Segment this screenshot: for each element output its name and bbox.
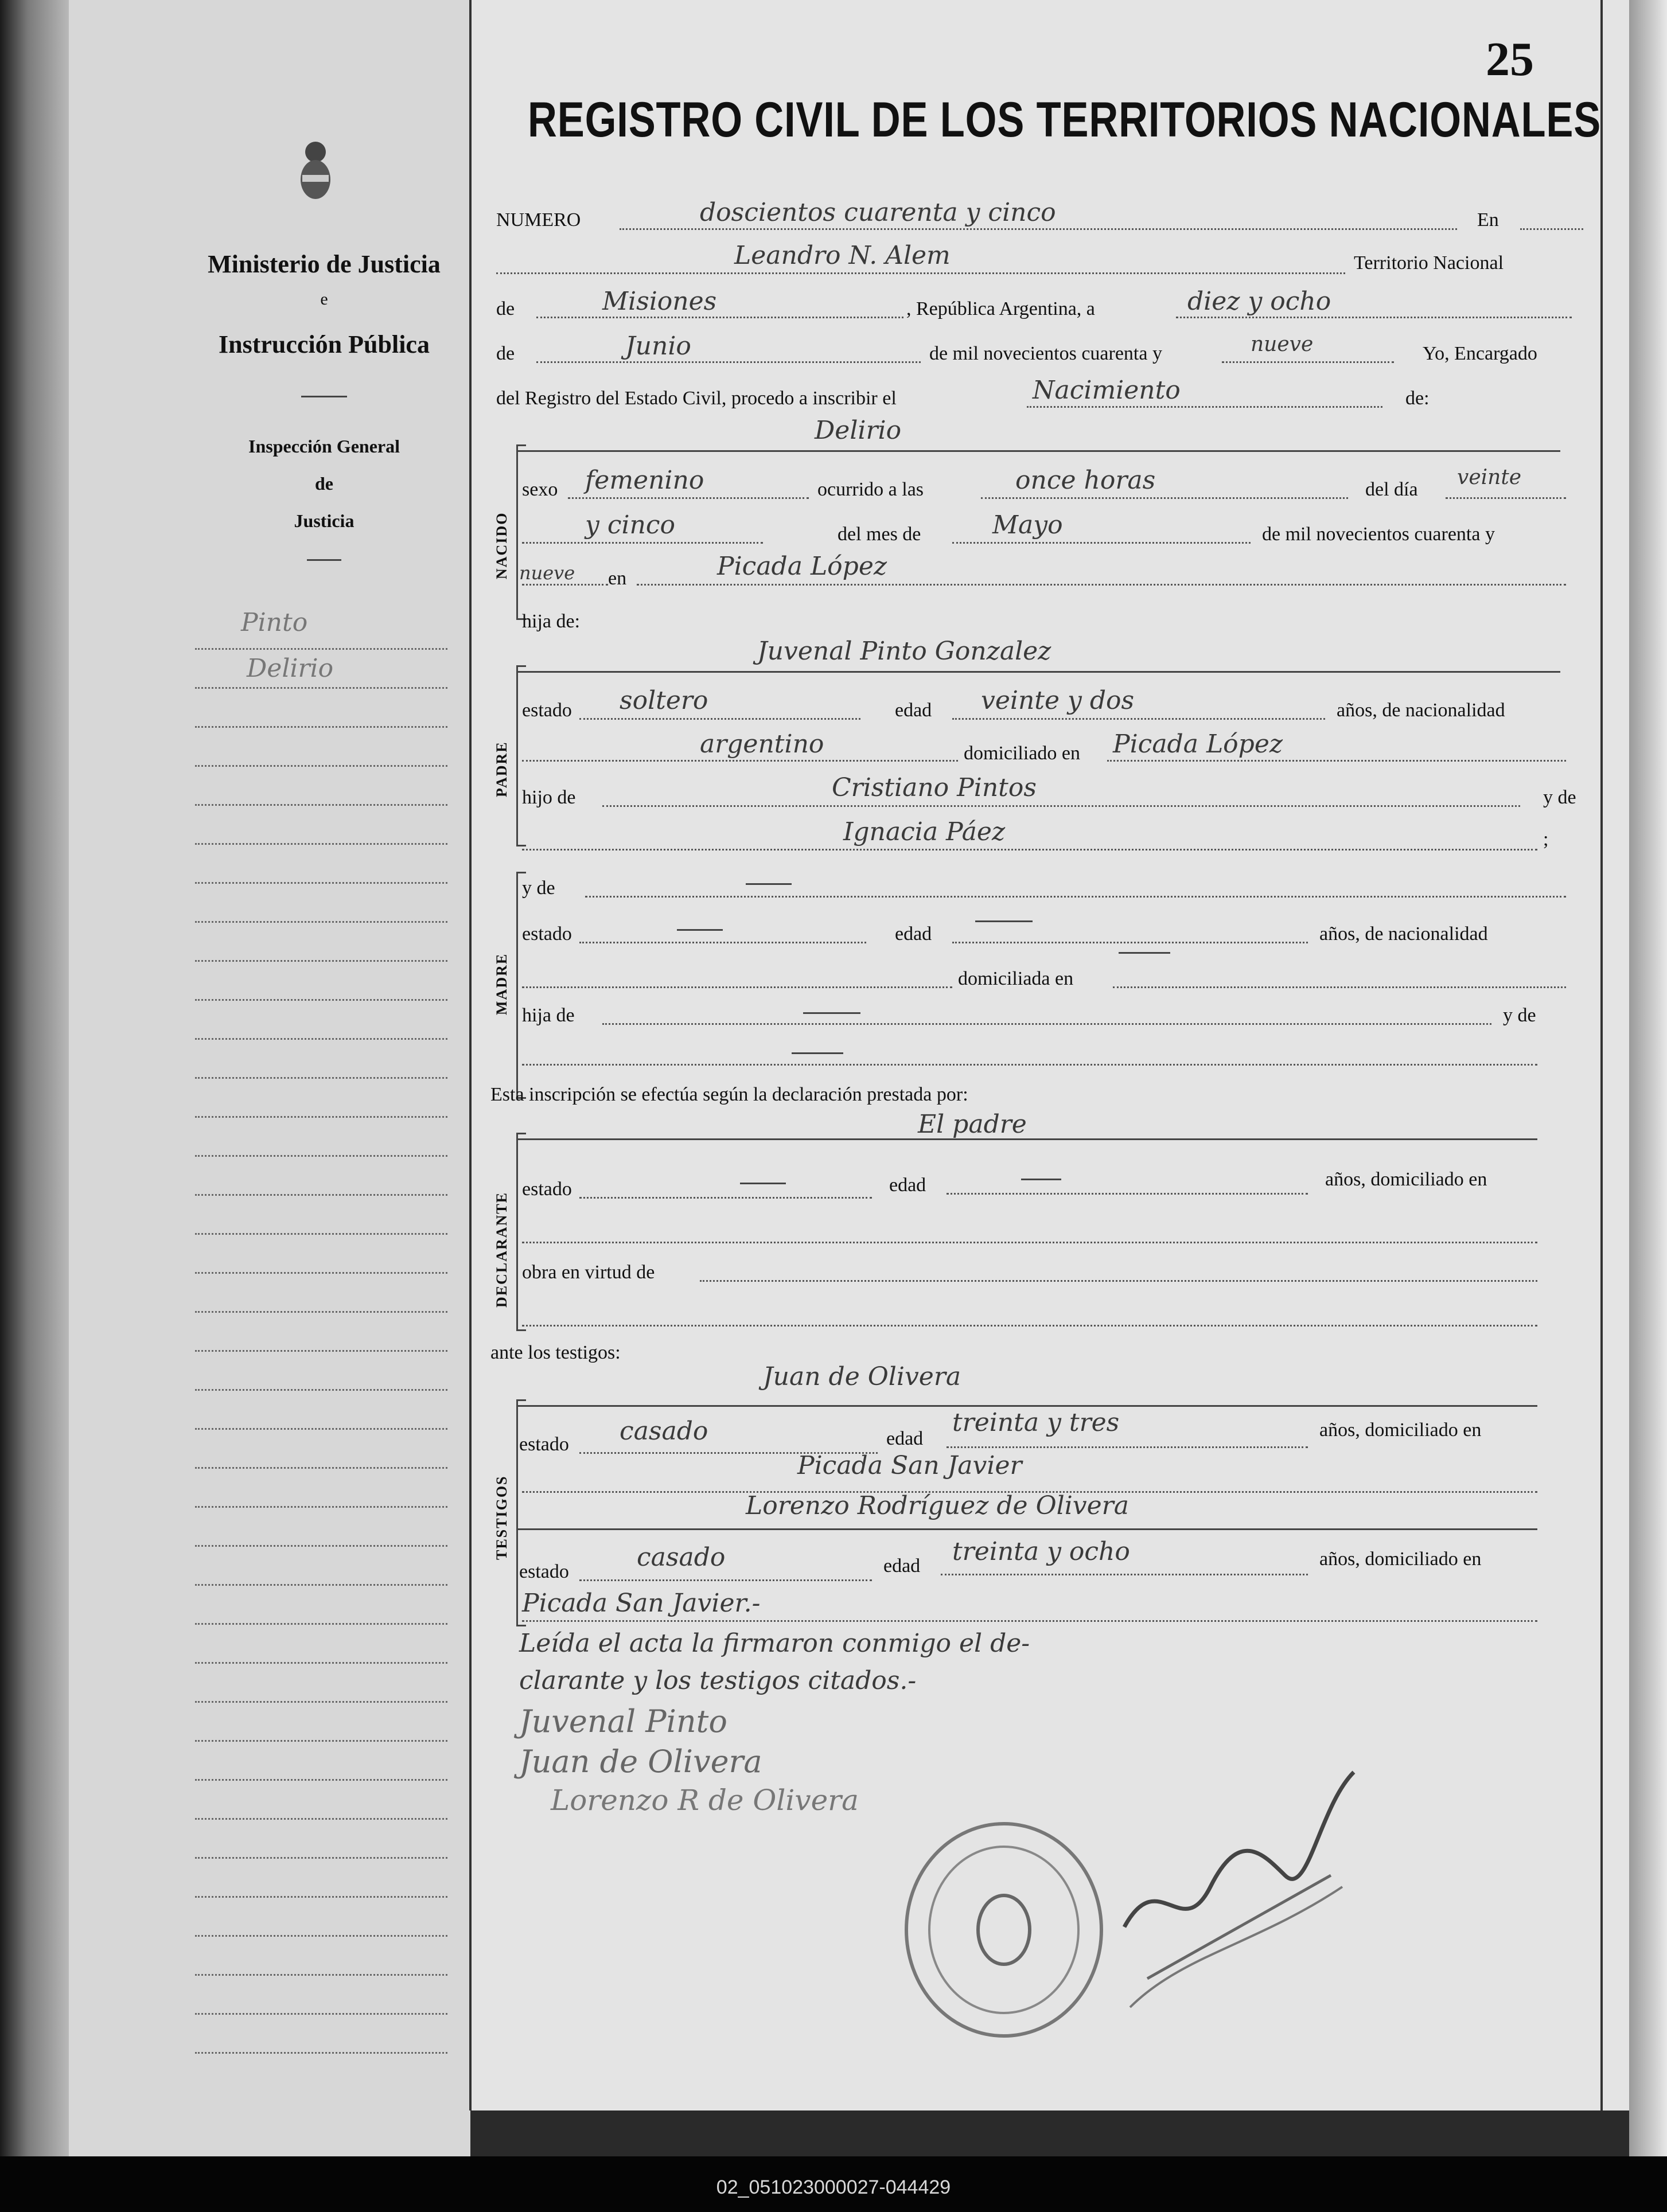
en-label-nacido: en xyxy=(608,568,627,589)
act-line xyxy=(1027,406,1382,408)
declarante-edad-line xyxy=(947,1193,1308,1195)
closing-line1: Leída el acta la firmaron conmigo el de- xyxy=(519,1629,1030,1658)
margin-rule-line xyxy=(195,765,447,767)
margin-rule-line xyxy=(195,1896,447,1898)
margin-rule-line xyxy=(195,1545,447,1547)
hora-value: once horas xyxy=(1015,466,1156,495)
inspection-line3: Justicia xyxy=(294,510,355,531)
place-line xyxy=(496,272,1345,274)
padre-yde-label: y de xyxy=(1543,787,1576,808)
republica-label: , República Argentina, a xyxy=(906,298,1095,319)
padre-edad-label: edad xyxy=(895,700,932,721)
anio-line xyxy=(522,584,608,586)
page-number: 25 xyxy=(1486,33,1534,86)
t2-domic: Picada San Javier.- xyxy=(522,1589,761,1618)
sexo-label: sexo xyxy=(522,479,558,500)
madre-edad-line xyxy=(952,942,1308,943)
anio-value: nueve xyxy=(519,562,575,584)
t2-edad: treinta y ocho xyxy=(952,1537,1130,1566)
madre-hija-line xyxy=(602,1023,1491,1025)
madre-side-label: MADRE xyxy=(493,953,510,1015)
margin-rule-line xyxy=(195,2013,447,2015)
book-spine xyxy=(0,0,69,2156)
t1-edad-label: edad xyxy=(886,1428,924,1449)
inspection-line2: de xyxy=(315,473,333,494)
padre-domic-value: Picada López xyxy=(1113,729,1283,759)
margin-rule-line xyxy=(195,1389,447,1391)
de2-label: de xyxy=(496,343,515,364)
right-border xyxy=(1600,0,1603,2110)
margin-rule-line xyxy=(195,1857,447,1859)
place-value: Leandro N. Alem xyxy=(734,241,951,270)
margin-rule-line xyxy=(195,843,447,845)
numero-label: NUMERO xyxy=(496,209,581,231)
testigo2-rule xyxy=(516,1528,1537,1530)
dash-mark xyxy=(1021,1179,1061,1180)
madre-last-line xyxy=(522,1064,1537,1066)
madre-nac-line xyxy=(522,986,952,988)
margin-rule-line xyxy=(195,999,447,1001)
madre-yde-label: y de xyxy=(522,877,555,899)
name-rule xyxy=(516,450,1560,452)
margin-rule-line xyxy=(195,1974,447,1976)
ministry-line1: Ministerio de Justicia xyxy=(208,250,441,278)
margin-rule-line xyxy=(195,1272,447,1274)
t1-estado-label: estado xyxy=(519,1434,569,1455)
person-name: Delirio xyxy=(815,416,902,445)
divider xyxy=(307,559,341,561)
year-value: nueve xyxy=(1251,333,1314,356)
ocurrido-label: ocurrido a las xyxy=(817,479,924,500)
dia-label: del día xyxy=(1365,479,1418,500)
page-right-edge xyxy=(1629,0,1667,2156)
anio-label: de mil novecientos cuarenta y xyxy=(1262,524,1495,545)
margin-rule-line xyxy=(195,1116,447,1118)
margin-rule-line xyxy=(195,2052,447,2054)
dia-value2: y cinco xyxy=(585,510,676,540)
t2-anios-label: años, domiciliado en xyxy=(1319,1548,1482,1570)
testigo1-name: Juan de Olivera xyxy=(763,1362,961,1391)
margin-divider xyxy=(469,0,472,2110)
padre-side-label: PADRE xyxy=(493,741,510,797)
margin-rule-line xyxy=(195,921,447,923)
margin-rule-line xyxy=(195,1662,447,1664)
obra-label: obra en virtud de xyxy=(522,1262,655,1283)
padre-edad-line xyxy=(952,718,1325,720)
de-label: de xyxy=(496,298,515,319)
declarante-domic-line xyxy=(522,1242,1537,1243)
padre-bracket xyxy=(516,665,526,846)
margin-rule-line xyxy=(195,1467,447,1469)
madre-edad-label: edad xyxy=(895,923,932,945)
obra-line2 xyxy=(522,1325,1537,1327)
padre-nac-line xyxy=(522,760,958,762)
declarante-estado-line xyxy=(579,1197,872,1199)
declarante-estado-label: estado xyxy=(522,1179,572,1200)
declarante-side-label: DECLARANTE xyxy=(493,1191,510,1308)
margin-rule-line xyxy=(195,1077,447,1079)
dash-mark xyxy=(677,929,723,931)
coat-of-arms-icon xyxy=(295,135,336,204)
province-line xyxy=(536,317,903,318)
signature-witness2: Lorenzo R de Olivera xyxy=(551,1784,859,1817)
testigo2-name: Lorenzo Rodríguez de Olivera xyxy=(746,1491,1129,1520)
mes-value: Mayo xyxy=(992,510,1063,540)
padre-semicolon: ; xyxy=(1543,829,1549,850)
madre-yde2-label: y de xyxy=(1503,1005,1536,1026)
madre-domic-line xyxy=(1113,986,1566,988)
closing-line2: clarante y los testigos citados.- xyxy=(519,1666,917,1695)
padre-domic-label: domiciliado en xyxy=(964,743,1081,764)
testigos-intro: ante los testigos: xyxy=(490,1342,621,1363)
dash-mark xyxy=(792,1052,843,1054)
t2-domic-line xyxy=(522,1620,1537,1622)
margin-rule-line xyxy=(195,648,447,650)
t1-edad: treinta y tres xyxy=(952,1408,1120,1437)
margin-rule-line xyxy=(195,882,447,884)
padre-parent1: Cristiano Pintos xyxy=(832,773,1037,802)
margin-rule-line xyxy=(195,1038,447,1040)
margin-rule-line xyxy=(195,1701,447,1703)
day-value: diez y ocho xyxy=(1187,287,1331,316)
madre-hija-label: hija de xyxy=(522,1005,575,1026)
margin-rule-line xyxy=(195,1233,447,1235)
ministry-line2: e xyxy=(320,290,328,309)
month-value: Junio xyxy=(625,331,691,361)
registrar-signature-icon xyxy=(1113,1738,1377,2024)
testigos-side-label: TESTIGOS xyxy=(493,1475,510,1560)
en-line xyxy=(1520,228,1583,230)
registro-label: del Registro del Estado Civil, procedo a inscribir el xyxy=(496,388,897,409)
day-line xyxy=(1176,317,1572,318)
padre-anios-label: años, de nacionalidad xyxy=(1337,700,1505,721)
t2-edad-line xyxy=(941,1574,1308,1575)
inspection-line1: Inspección General xyxy=(248,436,400,457)
padre-edad-value: veinte y dos xyxy=(981,686,1135,715)
testigo-rule xyxy=(516,1405,1537,1407)
madre-name-line xyxy=(585,896,1566,898)
margin-rule-line xyxy=(195,1740,447,1742)
t1-anios-label: años, domiciliado en xyxy=(1319,1419,1482,1441)
padre-domic-line xyxy=(1107,760,1566,762)
padre-hijo-label: hijo de xyxy=(522,787,576,808)
lugar-line xyxy=(637,584,1566,586)
numero-line xyxy=(620,228,1457,230)
margin-rule-line xyxy=(195,804,447,806)
padre-nac-value: argentino xyxy=(700,729,824,759)
dash-mark xyxy=(975,920,1033,922)
declarante-bracket xyxy=(516,1133,526,1331)
ministry-line3: Instrucción Pública xyxy=(219,330,430,358)
lugar-value: Picada López xyxy=(717,552,887,581)
madre-domic-label: domiciliada en xyxy=(958,968,1074,989)
official-stamp-icon xyxy=(901,1818,1107,2042)
dash-mark xyxy=(746,883,792,885)
mes-line xyxy=(952,542,1251,544)
margin-rule-line xyxy=(195,1935,447,1937)
margin-rule-line xyxy=(195,726,447,728)
province-value: Misiones xyxy=(602,287,717,316)
t2-edad-label: edad xyxy=(883,1555,921,1577)
margin-rule-line xyxy=(195,687,447,689)
numero-value: doscientos cuarenta y cinco xyxy=(700,198,1056,227)
t2-estado-label: estado xyxy=(519,1561,569,1582)
t1-edad-line xyxy=(947,1446,1308,1448)
margin-rule-line xyxy=(195,1311,447,1313)
madre-estado-label: estado xyxy=(522,923,572,945)
year-line xyxy=(1222,361,1394,363)
page-title: REGISTRO CIVIL DE LOS TERRITORIOS NACIONALES xyxy=(528,92,1602,147)
t1-domic: Picada San Javier xyxy=(797,1451,1022,1480)
margin-rule-line xyxy=(195,1818,447,1820)
margin-surname: Pinto xyxy=(241,608,308,637)
divider xyxy=(301,396,347,397)
padre-estado-value: soltero xyxy=(620,686,708,715)
hija-label: hija de: xyxy=(522,611,581,632)
nacido-bracket xyxy=(516,444,526,620)
declarante-edad-label: edad xyxy=(889,1175,926,1196)
t2-estado-line xyxy=(579,1579,872,1581)
territorio-label: Territorio Nacional xyxy=(1354,252,1504,274)
margin-rule-line xyxy=(195,1506,447,1508)
margin-rule-line xyxy=(195,1779,447,1781)
margin-rule-line xyxy=(195,1428,447,1430)
sexo-line xyxy=(568,497,809,499)
signature-witness1: Juan de Olivera xyxy=(519,1743,762,1780)
madre-anios-label: años, de nacionalidad xyxy=(1319,923,1488,945)
mes-label: del mes de xyxy=(838,524,921,545)
dash-mark xyxy=(740,1183,786,1184)
margin-given-name: Delirio xyxy=(247,654,334,683)
t1-estado: casado xyxy=(620,1417,708,1446)
padre-name: Juvenal Pinto Gonzalez xyxy=(757,637,1051,666)
madre-estado-line xyxy=(579,942,866,943)
parent2-line xyxy=(522,849,1537,851)
padre-estado-line xyxy=(579,718,860,720)
declarante-anios-label: años, domiciliado en xyxy=(1325,1169,1487,1190)
declarante-rule xyxy=(516,1138,1537,1140)
margin-rule-line xyxy=(195,1155,447,1157)
nacido-side-label: NACIDO xyxy=(493,512,510,579)
parent1-line xyxy=(602,805,1520,807)
de3-label: de: xyxy=(1405,388,1430,409)
padre-rule xyxy=(516,671,1560,673)
yo-label: Yo, Encargado xyxy=(1423,343,1537,364)
dia-value: veinte xyxy=(1457,466,1522,489)
obra-line xyxy=(700,1280,1537,1282)
act-value: Nacimiento xyxy=(1033,376,1181,405)
dia-line xyxy=(1446,497,1566,499)
en-label: En xyxy=(1477,209,1499,231)
padre-parent2: Ignacia Páez xyxy=(843,817,1006,846)
month-line xyxy=(536,361,921,363)
signature-father: Juvenal Pinto xyxy=(519,1703,727,1739)
margin-rule-line xyxy=(195,1623,447,1625)
scan-id: 02_051023000027-044429 xyxy=(716,2176,951,2198)
padre-estado-label: estado xyxy=(522,700,572,721)
margin-rule-line xyxy=(195,1584,447,1586)
year-label: de mil novecientos cuarenta y xyxy=(929,343,1162,364)
sexo-value: femenino xyxy=(585,466,704,495)
declarante-value: El padre xyxy=(918,1110,1027,1139)
t2-estado: casado xyxy=(637,1543,726,1572)
hora-line xyxy=(981,497,1348,499)
margin-rule-line xyxy=(195,1194,447,1196)
margin-rule-line xyxy=(195,960,447,962)
declaracion-intro: Esta inscripción se efectúa según la declaración prestada por: xyxy=(490,1084,968,1105)
margin-rule-line xyxy=(195,1350,447,1352)
dia2-line xyxy=(522,542,763,544)
dash-mark xyxy=(1119,952,1170,954)
dash-mark xyxy=(803,1012,860,1014)
